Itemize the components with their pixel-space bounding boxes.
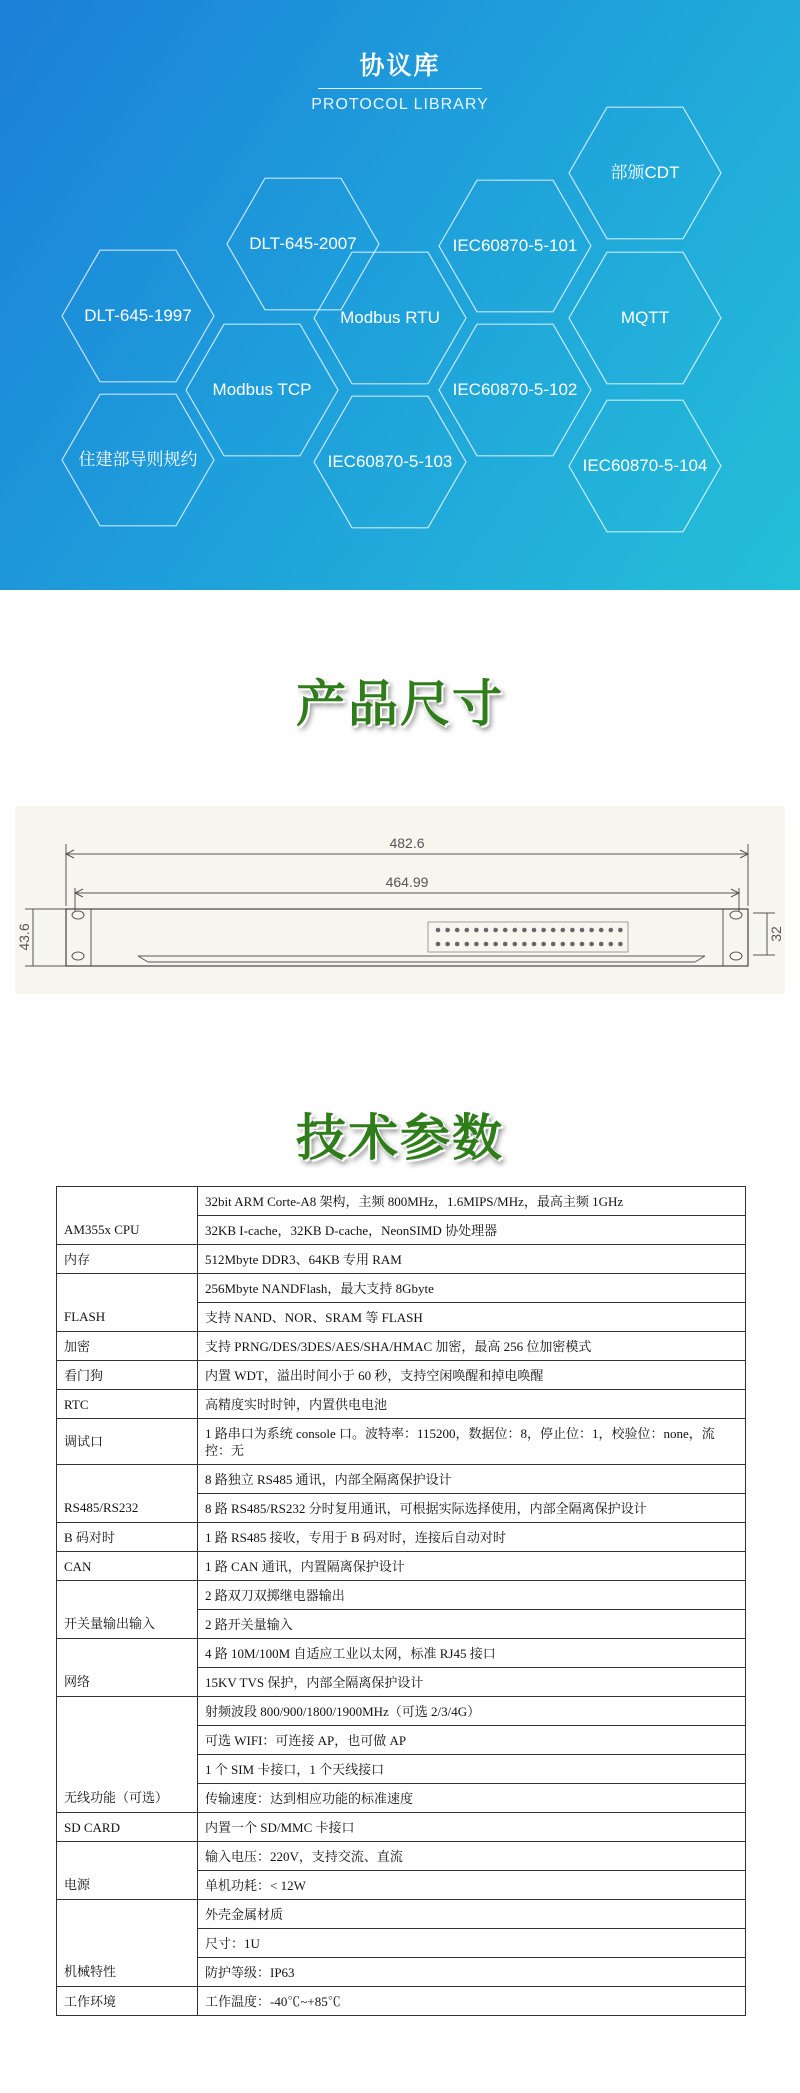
- spec-value: 单机功耗：< 12W: [198, 1871, 746, 1900]
- spec-value: 32bit ARM Corte-A8 架构，主频 800MHz，1.6MIPS/MHz，最高主频 1GHz: [198, 1187, 746, 1216]
- spec-name: 调试口: [57, 1419, 198, 1465]
- spec-value: 1 个 SIM 卡接口，1 个天线接口: [198, 1755, 746, 1784]
- spec-value: 2 路开关量输入: [198, 1610, 746, 1639]
- spec-name: 内存: [57, 1245, 198, 1274]
- spec-value: 8 路独立 RS485 通讯，内部全隔离保护设计: [198, 1465, 746, 1494]
- title-divider: [318, 88, 482, 89]
- terminal-dot: [474, 942, 479, 947]
- spec-value: 256Mbyte NANDFlash，最大支持 8Gbyte: [198, 1274, 746, 1303]
- protocol-label: IEC60870-5-104: [582, 456, 708, 475]
- terminal-dot: [551, 942, 556, 947]
- protocol-library-banner: [0, 0, 800, 590]
- terminal-dot: [445, 942, 450, 947]
- spec-value: 1 路 RS485 接收，专用于 B 码对时，连接后自动对时: [198, 1523, 746, 1552]
- terminal-dot: [474, 928, 479, 933]
- spec-name: RTC: [57, 1390, 198, 1419]
- protocol-label: 住建部导则规约: [78, 450, 198, 469]
- terminal-dot: [445, 928, 450, 933]
- spec-row: [57, 1697, 746, 1726]
- spec-value: 32KB I-cache，32KB D-cache，NeonSIMD 协处理器: [198, 1216, 746, 1245]
- mount-hole: [72, 952, 84, 960]
- spec-value: 尺寸：1U: [198, 1929, 746, 1958]
- protocol-label: Modbus TCP: [212, 380, 312, 399]
- terminal-dot: [436, 942, 441, 947]
- terminal-dot: [465, 928, 470, 933]
- spec-row: [57, 1465, 746, 1494]
- rack-unit-drawing: [15, 806, 785, 994]
- spec-value: 512Mbyte DDR3、64KB 专用 RAM: [198, 1245, 746, 1274]
- spec-name: RS485/RS232: [57, 1465, 198, 1523]
- terminal-dot: [484, 942, 489, 947]
- spec-name: 网络: [57, 1639, 198, 1697]
- spec-row: [57, 1187, 746, 1216]
- mount-hole: [730, 952, 742, 960]
- spec-name: 工作环境: [57, 1987, 198, 2016]
- spec-value: 15KV TVS 保护，内部全隔离保护设计: [198, 1668, 746, 1697]
- spec-row: [57, 1274, 746, 1303]
- overall-width-label: 482.6: [389, 835, 425, 851]
- spec-row: [57, 1523, 746, 1552]
- spec-name: CAN: [57, 1552, 198, 1581]
- specs-section-title: 技术参数: [296, 1109, 504, 1167]
- terminal-dot: [589, 928, 594, 933]
- spec-name: SD CARD: [57, 1813, 198, 1842]
- spec-name: 开关量输出输入: [57, 1581, 198, 1639]
- protocol-library-subtitle: PROTOCOL LIBRARY: [311, 96, 489, 113]
- terminal-dot: [599, 928, 604, 933]
- terminal-dot: [493, 928, 498, 933]
- terminal-dot: [503, 942, 508, 947]
- terminal-dot: [465, 942, 470, 947]
- terminal-dot: [436, 928, 441, 933]
- terminal-dot: [609, 928, 614, 933]
- protocol-label: DLT-645-2007: [249, 234, 357, 253]
- spec-value: 工作温度：-40℃~+85℃: [198, 1987, 746, 2016]
- spec-name: 加密: [57, 1332, 198, 1361]
- spec-row: [57, 1361, 746, 1390]
- spec-row: [57, 1332, 746, 1361]
- mount-hole: [730, 911, 742, 919]
- spec-value: 外壳金属材质: [198, 1900, 746, 1929]
- spec-row: [57, 1813, 746, 1842]
- terminal-dot: [570, 928, 575, 933]
- terminal-dot: [618, 928, 623, 933]
- terminal-dot: [532, 928, 537, 933]
- terminal-dot: [532, 942, 537, 947]
- spec-value: 支持 NAND、NOR、SRAM 等 FLASH: [198, 1303, 746, 1332]
- spec-value: 1 路串口为系统 console 口。波特率：115200，数据位：8，停止位：1，校验位：none，流控：无: [198, 1419, 746, 1465]
- spec-value: 8 路 RS485/RS232 分时复用通讯，可根据实际选择使用，内部全隔离保护设计: [198, 1494, 746, 1523]
- terminal-dot: [493, 942, 498, 947]
- terminal-dot: [551, 928, 556, 933]
- terminal-dot: [455, 928, 460, 933]
- spec-value: 高精度实时时钟，内置供电电池: [198, 1390, 746, 1419]
- spec-row: [57, 1987, 746, 2016]
- spec-row: [57, 1552, 746, 1581]
- spec-value: 内置一个 SD/MMC 卡接口: [198, 1813, 746, 1842]
- spec-value: 内置 WDT，溢出时间小于 60 秒，支持空闲唤醒和掉电唤醒: [198, 1361, 746, 1390]
- terminal-dot: [589, 942, 594, 947]
- mounting-width-label: 464.99: [385, 874, 429, 890]
- mount-hole: [72, 911, 84, 919]
- terminal-dot: [513, 942, 518, 947]
- dimension-drawing: [15, 806, 785, 994]
- hole-spacing-label: 32: [768, 926, 784, 942]
- spec-name: 看门狗: [57, 1361, 198, 1390]
- terminal-dot: [484, 928, 489, 933]
- spec-row: [57, 1581, 746, 1610]
- spec-value: 1 路 CAN 通讯，内置隔离保护设计: [198, 1552, 746, 1581]
- terminal-block: [428, 922, 628, 952]
- spec-name: 机械特性: [57, 1900, 198, 1987]
- spec-value: 支持 PRNG/DES/3DES/AES/SHA/HMAC 加密，最高 256 位加密模式: [198, 1332, 746, 1361]
- spec-row: [57, 1900, 746, 1929]
- spec-row: [57, 1842, 746, 1871]
- spec-row: [57, 1419, 746, 1465]
- terminal-dot: [618, 942, 623, 947]
- height-label: 43.6: [16, 923, 32, 951]
- dimensions-section-title: 产品尺寸: [296, 675, 504, 733]
- spec-row: [57, 1639, 746, 1668]
- front-panel: [66, 909, 748, 966]
- spec-value: 2 路双刀双掷继电器输出: [198, 1581, 746, 1610]
- protocol-label: IEC60870-5-102: [452, 380, 578, 399]
- terminal-dot: [599, 942, 604, 947]
- protocol-label: 部颁CDT: [610, 163, 680, 182]
- terminal-dot: [513, 928, 518, 933]
- terminal-dot: [455, 942, 460, 947]
- protocol-label: MQTT: [620, 308, 670, 327]
- spec-value: 4 路 10M/100M 自适应工业以太网，标准 RJ45 接口: [198, 1639, 746, 1668]
- spec-value: 传输速度：达到相应功能的标准速度: [198, 1784, 746, 1813]
- terminal-dot: [541, 928, 546, 933]
- terminal-dot: [522, 928, 527, 933]
- spec-table: [56, 1186, 746, 2016]
- protocol-label: IEC60870-5-103: [327, 452, 453, 471]
- terminal-dot: [503, 928, 508, 933]
- terminal-dot: [561, 928, 566, 933]
- protocol-label: Modbus RTU: [340, 308, 440, 327]
- spec-name: FLASH: [57, 1274, 198, 1332]
- spec-value: 射频波段 800/900/1800/1900MHz（可选 2/3/4G）: [198, 1697, 746, 1726]
- spec-name: B 码对时: [57, 1523, 198, 1552]
- spec-value: 输入电压：220V，支持交流、直流: [198, 1842, 746, 1871]
- terminal-dot: [580, 928, 585, 933]
- terminal-dot: [561, 942, 566, 947]
- spec-value: 防护等级：IP63: [198, 1958, 746, 1987]
- spec-name: 无线功能（可选）: [57, 1697, 198, 1813]
- terminal-dot: [522, 942, 527, 947]
- spec-row: [57, 1390, 746, 1419]
- spec-row: [57, 1245, 746, 1274]
- terminal-dot: [609, 942, 614, 947]
- protocol-label: DLT-645-1997: [84, 306, 192, 325]
- terminal-dot: [580, 942, 585, 947]
- terminal-dot: [570, 942, 575, 947]
- spec-name: 电源: [57, 1842, 198, 1900]
- spec-name: AM355x CPU: [57, 1187, 198, 1245]
- terminal-dot: [541, 942, 546, 947]
- protocol-label: IEC60870-5-101: [452, 236, 578, 255]
- spec-value: 可选 WIFI：可连接 AP，也可做 AP: [198, 1726, 746, 1755]
- protocol-library-title: 协议库: [359, 51, 441, 80]
